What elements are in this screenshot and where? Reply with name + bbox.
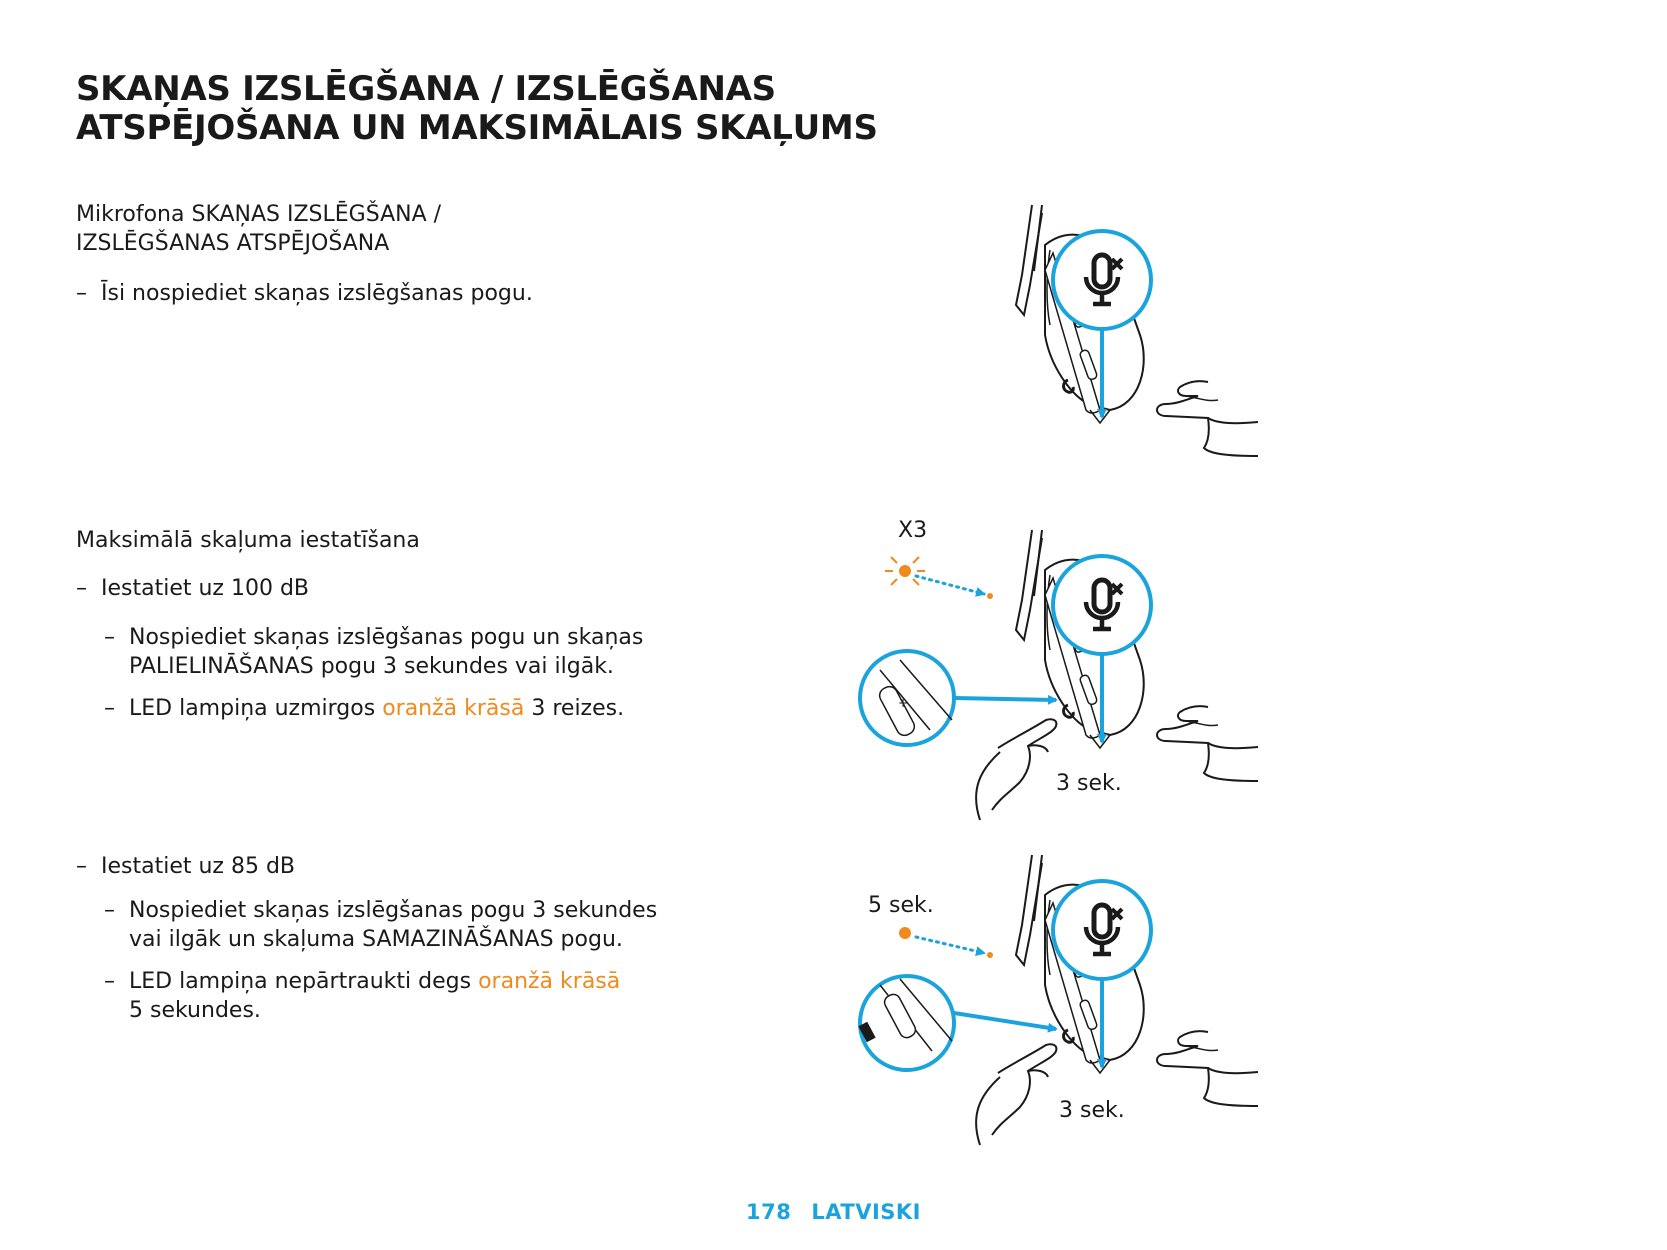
led-indicator-icon (899, 565, 911, 577)
set-100db-step2-end: 3 reizes. (524, 696, 625, 721)
set-85db-step1 (129, 896, 657, 954)
set-85db-step2-text: LED lampiņa nepārtraukti degs (129, 969, 479, 994)
language-label: LATVISKI (811, 1200, 921, 1224)
hold-duration-label: 3 sek. (1059, 1098, 1125, 1123)
hand-icon (1157, 381, 1258, 456)
mute-callout (1053, 231, 1151, 329)
mute-callout (1053, 556, 1151, 654)
set-100db-step1 (129, 623, 643, 681)
led-indicator-icon (899, 927, 911, 939)
page-title-line2: ATSPĒJOŠANA UN MAKSIMĀLAIS SKAĻUMS (76, 108, 878, 148)
led-dot (987, 593, 993, 599)
hold-duration-label: 3 sek. (1056, 771, 1122, 796)
set-85db-step1-line1: Nospiediet skaņas izslēgšanas pogu 3 sekundes (129, 898, 658, 923)
mute-heading-line2: IZSLĒGŠANAS ATSPĒJOŠANA (76, 231, 390, 256)
set-100db-step1-line2: PALIELINĀŠANAS pogu 3 sekundes vai ilgāk. (129, 654, 614, 679)
bullet-dash: – (76, 854, 87, 879)
hand-icon (1157, 1031, 1258, 1106)
mute-instruction: Īsi nospiediet skaņas izslēgšanas pogu. (101, 281, 533, 306)
set-85db-step2 (129, 967, 620, 1025)
set-85db-step2-line2: 5 sekundes. (129, 998, 261, 1023)
bullet-dash: – (76, 576, 87, 601)
set-100db-label: Iestatiet uz 100 dB (101, 576, 310, 601)
bullet-dash: – (76, 281, 87, 306)
max-volume-heading: Maksimālā skaļuma iestatīšana (76, 528, 420, 553)
page-title (76, 70, 878, 148)
max-volume-100db-illustration (860, 520, 1290, 820)
mute-heading (76, 200, 441, 258)
pointer-arrow (954, 1013, 1056, 1029)
set-85db-label: Iestatiet uz 85 dB (101, 854, 296, 879)
bullet-dash: – (104, 696, 115, 721)
set-85db-step1-line2: vai ilgāk un skaļuma SAMAZINĀŠANAS pogu. (129, 927, 623, 952)
mute-heading-line1: Mikrofona SKAŅAS IZSLĒGŠANA / (76, 202, 442, 227)
set-100db-step2 (129, 694, 624, 723)
hand-icon (976, 1044, 1056, 1145)
blink-count-label: X3 (898, 518, 928, 543)
page-title-line1: SKAŅAS IZSLĒGŠANA / IZSLĒGŠANAS (76, 69, 776, 109)
led-pointer (916, 576, 984, 594)
bullet-dash: – (104, 969, 115, 994)
bullet-dash: – (104, 898, 115, 923)
mute-illustration (930, 195, 1290, 485)
led-duration-label: 5 sek. (868, 893, 934, 918)
led-pointer (916, 937, 984, 953)
plus-icon: + (898, 696, 909, 710)
set-100db-step1-line1: Nospiediet skaņas izslēgšanas pogu un skaņas (129, 625, 644, 650)
orange-color-text: oranžā krāsā (478, 969, 621, 994)
mute-callout (1053, 881, 1151, 979)
page-footer (0, 1200, 1667, 1224)
max-volume-85db-illustration (860, 845, 1290, 1145)
pointer-arrow (954, 698, 1056, 700)
set-100db-step2-text: LED lampiņa uzmirgos (129, 696, 383, 721)
hand-icon (976, 719, 1056, 820)
page-number: 178 (746, 1200, 792, 1224)
orange-color-text: oranžā krāsā (382, 696, 525, 721)
bullet-dash: – (104, 625, 115, 650)
led-dot (987, 952, 993, 958)
hand-icon (1157, 706, 1258, 781)
